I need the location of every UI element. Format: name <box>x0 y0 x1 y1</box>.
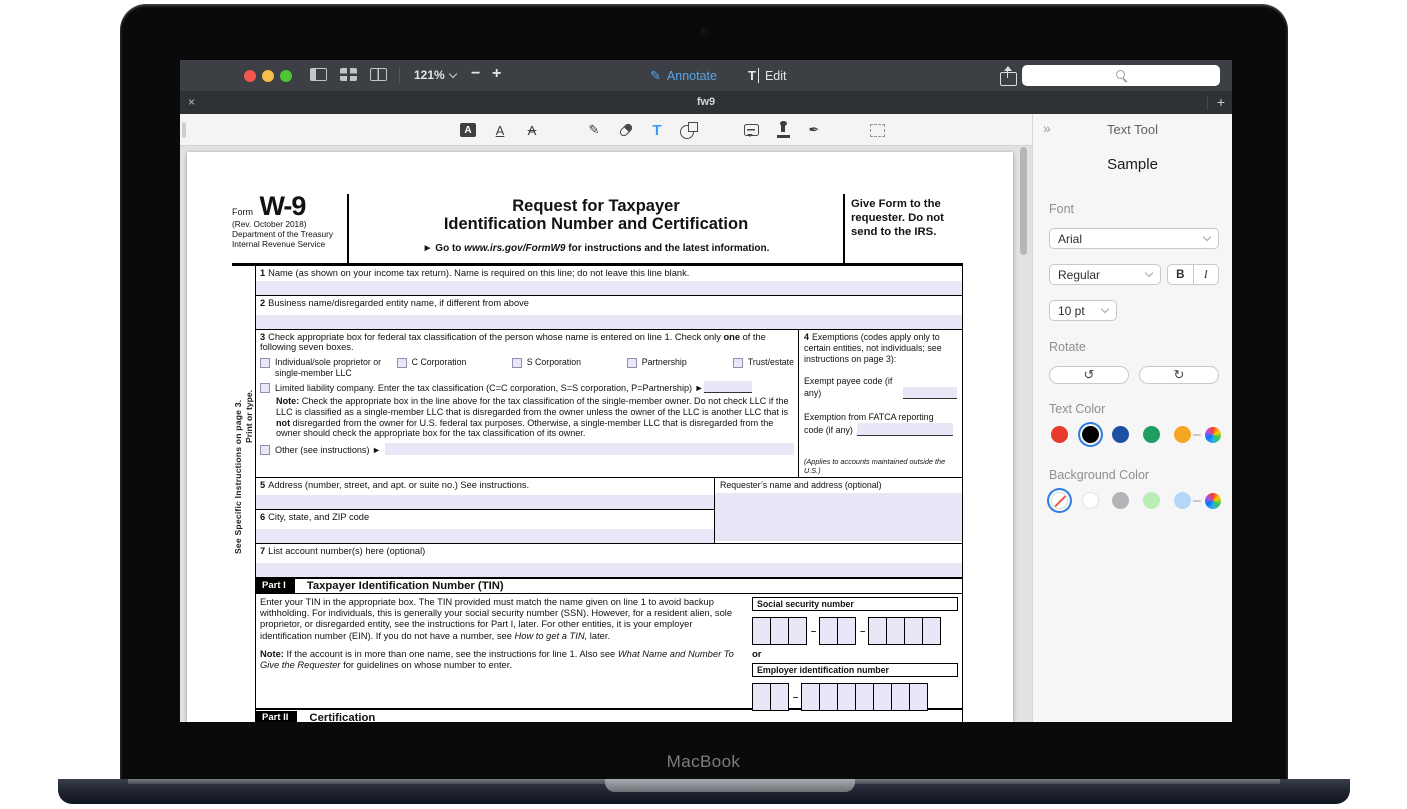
background-color-white[interactable] <box>1082 492 1099 509</box>
ssn-digit[interactable] <box>752 617 771 645</box>
text-color-orange[interactable] <box>1174 426 1191 443</box>
note-bold: not <box>276 417 291 428</box>
requester-label: Requester’s name and address (optional) <box>720 480 882 490</box>
other-field[interactable] <box>385 443 794 455</box>
ein-dash: – <box>793 692 799 702</box>
font-size-select[interactable] <box>1049 300 1117 321</box>
line-1-name <box>256 266 962 296</box>
ein-digit[interactable] <box>837 683 856 711</box>
line-3-classification <box>256 330 798 477</box>
chevron-down-icon <box>1101 305 1109 313</box>
search-icon <box>1116 70 1125 79</box>
exemptions-label <box>804 332 957 365</box>
checkbox-item <box>397 357 512 368</box>
part-2-title: Certification <box>309 712 376 722</box>
ein-digit[interactable] <box>855 683 874 711</box>
line-label-bold: one <box>723 332 740 342</box>
line-number: 3 <box>260 332 266 342</box>
checkbox-other[interactable] <box>260 445 270 455</box>
font-family-select[interactable] <box>1049 228 1219 249</box>
other-row <box>260 443 794 455</box>
side-note-see-instructions: See Specific Instructions on page 3. <box>233 399 243 554</box>
form-title-line1: Request for Taxpayer <box>512 197 680 215</box>
selection-icon[interactable] <box>867 120 887 140</box>
note-text: If the account is in more than one name, see the instructions for line 1. Also see <box>283 648 618 659</box>
background-color-section-label: Background Color <box>1049 468 1150 482</box>
font-size-value: 10 pt <box>1058 303 1085 318</box>
text-tool-sidebar <box>1032 114 1232 722</box>
address-field[interactable] <box>256 495 714 509</box>
collapse-sidebar-icon[interactable]: » <box>1043 120 1051 136</box>
background-color-blue[interactable] <box>1174 492 1191 509</box>
text-color-section-label: Text Color <box>1049 402 1106 416</box>
ssn-label: Social security number <box>752 597 958 611</box>
ssn-digit[interactable] <box>868 617 887 645</box>
font-style-select[interactable] <box>1049 264 1161 285</box>
checkbox-partnership[interactable] <box>627 358 637 368</box>
tab-title[interactable]: fw9 <box>696 96 716 108</box>
line-number: 7 <box>260 546 266 556</box>
rotate-right-button[interactable]: ↻ <box>1139 366 1219 384</box>
exempt-payee-label: Exempt payee code (if any) <box>804 376 893 398</box>
macbook-brand-label: MacBook <box>666 752 741 771</box>
comment-bubble <box>744 124 759 136</box>
applies-note: (Applies to accounts maintained outside the U.S.) <box>804 456 946 475</box>
new-tab-button[interactable]: + <box>1216 94 1225 110</box>
highlight-text-icon[interactable] <box>458 120 478 140</box>
text-color-green[interactable] <box>1143 426 1160 443</box>
other-label: Other (see instructions) ► <box>275 444 382 455</box>
zoom-level-dropdown[interactable]: 121% <box>414 68 456 82</box>
ssn-digit[interactable] <box>770 617 789 645</box>
fatca-label-line2: code (if any) <box>804 424 853 435</box>
ssn-digit[interactable] <box>837 617 856 645</box>
text-color-red[interactable] <box>1051 426 1068 443</box>
line-label: Address (number, street, and apt. or suite no.) See instructions. <box>268 480 530 490</box>
fatca-row <box>804 412 957 436</box>
bold-italic-group <box>1167 264 1219 285</box>
line-number: 1 <box>260 268 266 278</box>
note-label: Note: <box>260 648 284 659</box>
tab-edit[interactable]: T Edit <box>748 68 787 83</box>
checkbox-llc[interactable] <box>260 383 270 393</box>
sample-preview: Sample <box>1107 156 1158 173</box>
ein-digit[interactable] <box>891 683 910 711</box>
address-column <box>256 478 714 543</box>
traffic-light-zoom[interactable] <box>280 70 292 82</box>
ein-digit[interactable] <box>819 683 838 711</box>
chevron-down-icon <box>1203 233 1211 241</box>
ssn-digit[interactable] <box>886 617 905 645</box>
text-color-black-selected[interactable] <box>1082 426 1099 443</box>
ssn-digit[interactable] <box>788 617 807 645</box>
line-5-6-row <box>256 478 962 544</box>
line-2-business-name <box>256 296 962 330</box>
checkbox-item <box>260 357 397 378</box>
background-color-none-selected[interactable] <box>1051 492 1068 509</box>
tin-italic: How to get a TIN, <box>514 630 588 641</box>
two-page-view-icon[interactable] <box>370 68 387 81</box>
account-numbers-field[interactable] <box>256 563 962 577</box>
macbook-lid-notch <box>605 779 855 792</box>
tin-paragraph <box>260 597 742 642</box>
shapes-glyph <box>680 122 698 138</box>
font-section-label: Font <box>1049 202 1075 216</box>
form-goto-line: ► Go to www.irs.gov/FormW9 for instructions and the latest information. <box>422 242 770 254</box>
rotate-section-label: Rotate <box>1049 340 1086 354</box>
side-note-print-or-type: Print or type. <box>244 389 254 443</box>
tab-annotate[interactable]: ✎ Annotate <box>650 68 717 83</box>
form-header <box>232 191 963 266</box>
part-1-header <box>256 577 962 594</box>
tabbar-divider <box>1207 95 1208 110</box>
line-label: Name (as shown on your income tax return). Name is required on this line; do not leave this line blank. <box>268 268 690 278</box>
share-arrow <box>1004 66 1012 71</box>
ein-digit[interactable] <box>909 683 928 711</box>
thumbnails-grid-icon[interactable] <box>340 68 357 81</box>
form-irs: Internal Revenue Service <box>232 238 326 249</box>
font-family-value: Arial <box>1058 231 1083 246</box>
llc-classification-field[interactable] <box>704 381 752 393</box>
llc-note <box>276 396 794 439</box>
exempt-payee-field[interactable] <box>903 387 957 399</box>
ein-label: Employer identification number <box>752 663 958 677</box>
chevron-down-icon <box>1145 269 1153 277</box>
eraser-shape <box>618 122 634 138</box>
share-icon[interactable] <box>1000 67 1015 84</box>
line-label: Business name/disregarded entity name, if different from above <box>268 298 529 308</box>
line-label: List account number(s) here (optional) <box>268 546 426 556</box>
chevron-down-icon <box>448 70 456 78</box>
give-form-box: Give Form to the requester. Do not send to the IRS. <box>851 198 944 239</box>
pdf-page <box>187 152 1013 722</box>
shapes-icon[interactable] <box>679 120 699 140</box>
zoom-in-button[interactable]: + <box>492 65 502 82</box>
eraser-icon[interactable] <box>616 120 636 140</box>
toolbar-divider <box>399 67 400 83</box>
stamp-icon[interactable] <box>773 120 793 140</box>
font-style-value: Regular <box>1058 267 1101 282</box>
part-1-tag: Part I <box>256 579 295 594</box>
color-row-dash <box>1193 434 1201 436</box>
line-3-4-row <box>256 330 962 478</box>
tin-boxes <box>742 597 962 706</box>
annotate-pen-icon: ✎ <box>650 68 661 83</box>
webcam <box>700 28 708 36</box>
document-area <box>180 146 1032 722</box>
document-scrollbar[interactable] <box>1020 147 1027 255</box>
search-input[interactable] <box>1022 65 1220 86</box>
ssn-digit[interactable] <box>922 617 941 645</box>
form-title-line2: Identification Number and Certification <box>443 215 749 234</box>
requester-field[interactable] <box>715 493 962 541</box>
sidebar-panel-icon[interactable] <box>310 68 327 81</box>
tin-text: later. <box>587 630 611 641</box>
fatca-line2 <box>804 423 957 436</box>
line-6-city <box>256 510 714 543</box>
fatca-field[interactable] <box>857 423 953 436</box>
or-label: or <box>752 649 762 660</box>
window-titlebar <box>180 60 1232 91</box>
line-4-exemptions <box>798 330 962 477</box>
form-word: Form <box>232 207 253 217</box>
close-tab-icon[interactable]: × <box>188 95 196 109</box>
form-dept: Department of the Treasury <box>232 228 333 239</box>
stamp-glyph <box>775 122 791 138</box>
note-label: Note: <box>276 396 300 407</box>
text-color-blue[interactable] <box>1112 426 1129 443</box>
part-2-tag: Part II <box>256 711 297 723</box>
line-7-account <box>256 544 962 577</box>
checkbox-label: Partnership <box>641 357 687 367</box>
comment-icon[interactable] <box>741 120 761 140</box>
form-table <box>255 266 963 722</box>
selection-box <box>870 124 885 137</box>
form-rev: (Rev. October 2018) <box>232 219 307 229</box>
signature-icon[interactable]: ✒ <box>808 122 820 137</box>
checkbox-label: Trust/estate <box>747 357 794 367</box>
pencil-icon[interactable]: ✎ <box>588 122 600 137</box>
ssn-dash: – <box>811 626 817 636</box>
text-tool-icon[interactable]: T <box>652 121 662 139</box>
checkbox-s-corporation[interactable] <box>512 358 522 368</box>
checkbox-individual[interactable] <box>260 358 270 368</box>
ssn-dash: – <box>860 626 866 636</box>
traffic-light-minimize[interactable] <box>262 70 274 82</box>
requester-cell <box>714 478 962 543</box>
ein-digit[interactable] <box>873 683 892 711</box>
background-color-gray[interactable] <box>1112 492 1129 509</box>
checkbox-item <box>512 357 627 368</box>
italic-button[interactable]: I <box>1193 265 1219 284</box>
background-color-green[interactable] <box>1143 492 1160 509</box>
ein-digit[interactable] <box>801 683 820 711</box>
form-name: W-9 <box>259 191 306 221</box>
line-number: 4 <box>804 332 809 342</box>
line-label: Exemptions (codes apply only to certain entities, not individuals; see instructions on page 3): <box>804 332 942 365</box>
line-label: City, state, and ZIP code <box>268 512 370 522</box>
checkbox-item <box>627 357 733 368</box>
business-name-field[interactable] <box>256 315 962 329</box>
tab-bar <box>180 91 1232 114</box>
note-text: Check the appropriate box in the line above for the tax classification of the single-member owner. Do not check LLC if the LLC is classified as a single-member LLC that is disregarded from the owner unless the owner of the LLC is another LLC that is <box>276 396 789 417</box>
text-color-wheel-icon[interactable] <box>1205 427 1221 443</box>
line-number: 2 <box>260 298 266 308</box>
city-state-zip-field[interactable] <box>256 529 714 543</box>
checkbox-trust-estate[interactable] <box>733 358 743 368</box>
sidebar-title: Text Tool <box>1106 122 1159 137</box>
ein-cells <box>752 683 958 711</box>
checkbox-item <box>733 357 794 368</box>
checkbox-label: C Corporation <box>411 357 467 367</box>
name-field[interactable] <box>256 281 962 295</box>
app-window <box>180 60 1232 722</box>
ssn-digit[interactable] <box>904 617 923 645</box>
llc-label: Limited liability company. Enter the tax classification (C=C corporation, S=S corporation, P=Partnership) ► <box>275 383 704 394</box>
line-5-address <box>256 478 714 510</box>
llc-row <box>260 381 794 393</box>
toolbar-drag-handle[interactable] <box>182 122 186 138</box>
irs-url: www.irs.gov/FormW9 <box>464 242 566 254</box>
ein-digit[interactable] <box>770 683 789 711</box>
classification-checkboxes <box>260 357 794 378</box>
background-color-wheel-icon[interactable] <box>1205 493 1221 509</box>
exempt-payee-row <box>804 376 957 398</box>
note-text: disregarded from the owner for U.S. federal tax purposes. Otherwise, a single-member LLC that is disregarded from the owner should check the appropriate box for the tax classification of its owner. <box>276 417 774 439</box>
part-1-body <box>256 594 962 706</box>
tin-instructions <box>260 597 742 706</box>
underline-text-icon[interactable]: A <box>495 122 505 138</box>
traffic-light-close[interactable] <box>244 70 256 82</box>
highlight-glyph: A <box>460 123 476 137</box>
ssn-cells <box>752 617 958 645</box>
checkbox-label: Individual/sole proprietor or single-member LLC <box>275 357 382 378</box>
color-row-dash <box>1193 500 1201 502</box>
strikethrough-text-icon[interactable]: A <box>527 122 537 138</box>
line-label: of the following seven boxes. <box>260 332 766 352</box>
annotation-toolbar <box>180 114 1032 146</box>
part-1-title: Taxpayer Identification Number (TIN) <box>306 580 504 592</box>
note-text: for guidelines on whose number to enter. <box>340 660 512 671</box>
edit-text-icon: T <box>748 68 759 83</box>
note-italic: What Name and Number To Give the Requester <box>260 648 734 671</box>
checkbox-label: S Corporation <box>526 357 581 367</box>
form-header-center <box>347 194 845 263</box>
fatca-label-line1: Exemption from FATCA reporting <box>804 411 934 422</box>
w9-form <box>232 191 963 722</box>
line-number: 6 <box>260 512 266 522</box>
macbook-screen-bezel <box>120 4 1288 780</box>
checkbox-c-corporation[interactable] <box>397 358 407 368</box>
tin-note <box>260 649 742 671</box>
line-label: Check appropriate box for federal tax classification of the person whose name is entered on line 1. Check only <box>268 332 724 342</box>
form-header-left <box>232 191 347 263</box>
ssn-digit[interactable] <box>819 617 838 645</box>
bold-button[interactable]: B <box>1176 268 1185 281</box>
ein-digit[interactable] <box>752 683 771 711</box>
zoom-out-button[interactable]: − <box>471 65 481 82</box>
tin-text: Enter your TIN in the appropriate box. The TIN provided must match the name given on line 1 to avoid backup withholding. For individuals, this is generally your social security number (SSN). However, for a resident alien, sole proprietor, or disregarded entity, see the instructions for Part I, later. For other entities, it is your employer identification number (EIN). If you do not have a number, see <box>260 597 733 641</box>
rotate-left-button[interactable]: ↺ <box>1049 366 1129 384</box>
line-number: 5 <box>260 480 266 490</box>
